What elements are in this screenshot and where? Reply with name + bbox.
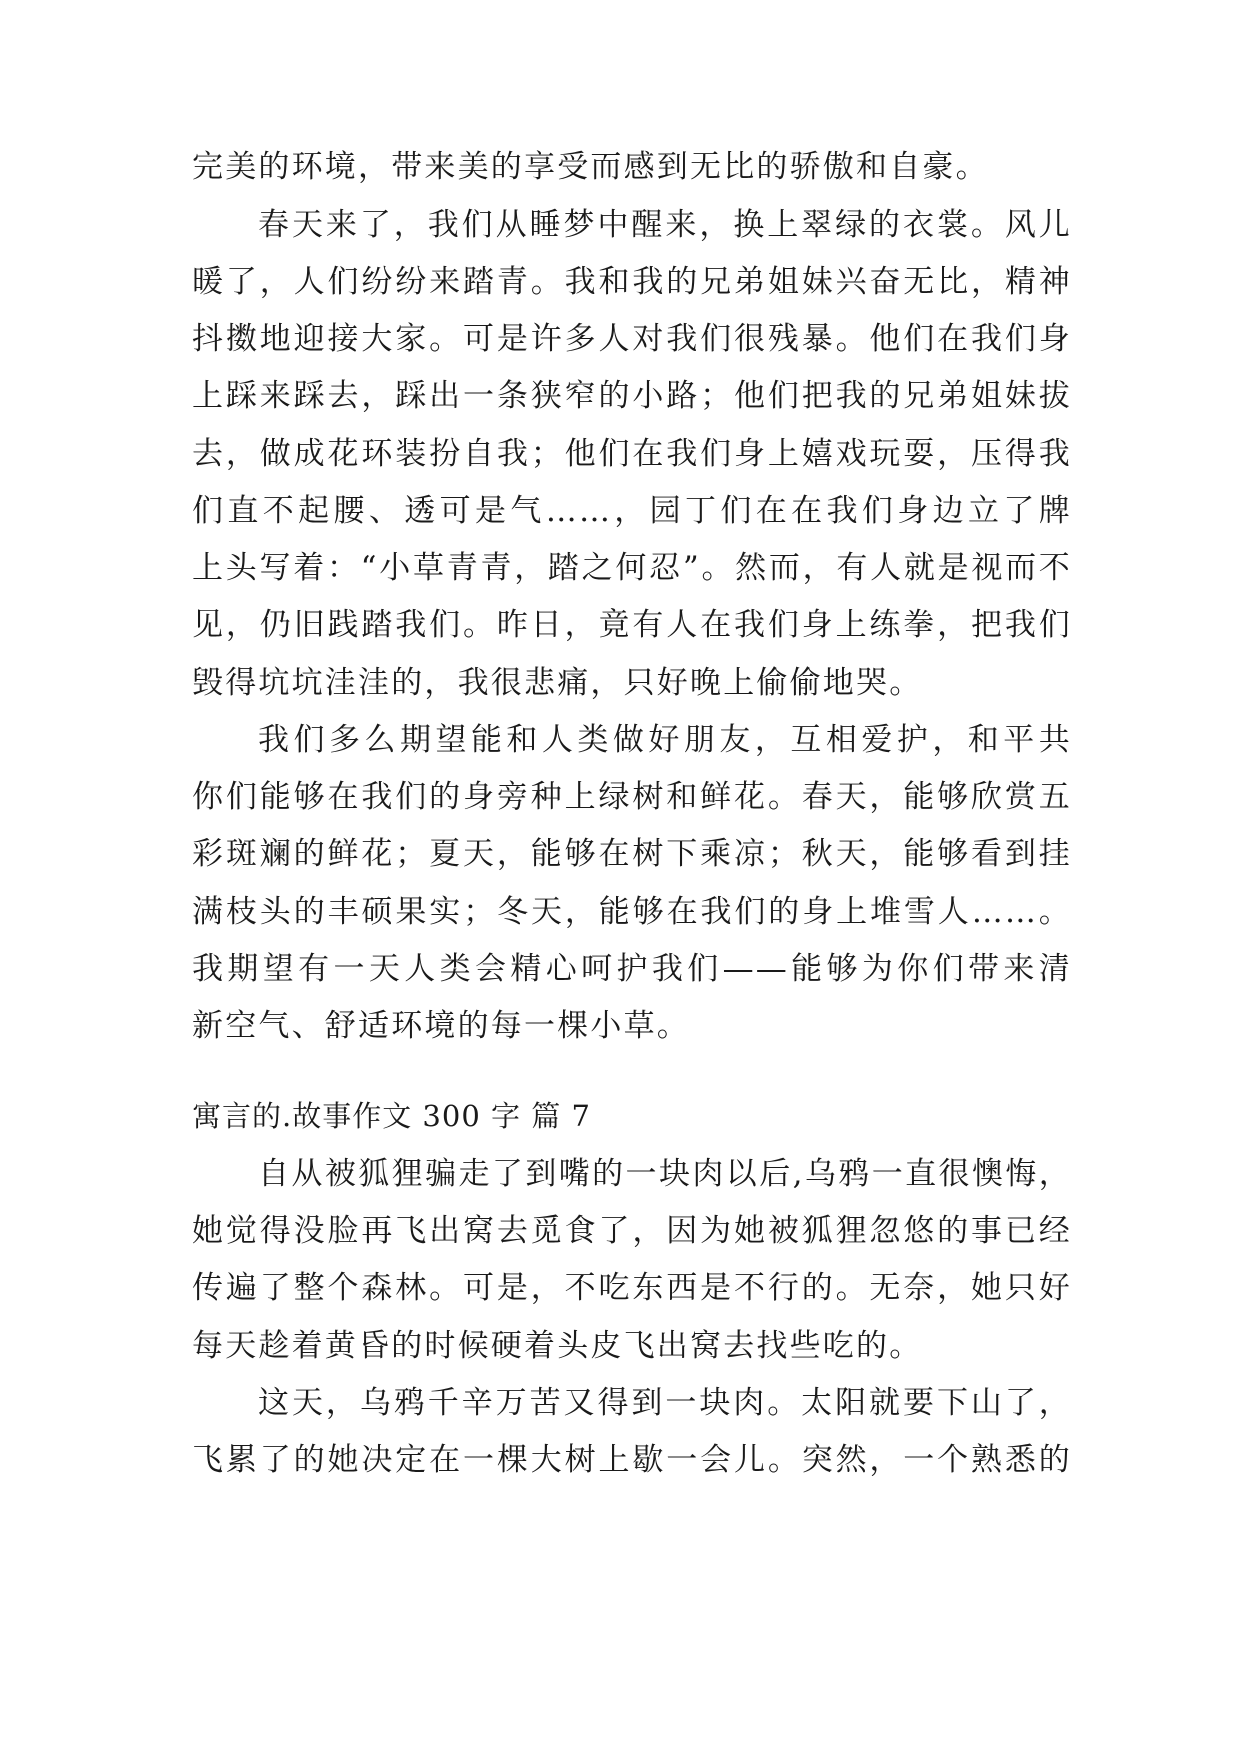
- text-line: 完美的环境，带来美的享受而感到无比的骄傲和自豪。: [192, 149, 989, 185]
- text-line: 她觉得没脸再飞出窝去觅食了，因为她被狐狸忽悠的事已经: [192, 1213, 1072, 1249]
- text-line: 我期望有一天人类会精心呵护我们——能够为你们带来清: [192, 951, 1072, 987]
- text-line: 毁得坑坑洼洼的，我很悲痛，只好晚上偷偷地哭。: [192, 665, 923, 701]
- text-line: 暖了，人们纷纷来踏青。我和我的兄弟姐妹兴奋无比，精神: [192, 264, 1072, 300]
- text-line: 见，仍旧践踏我们。昨日，竟有人在我们身上练拳，把我们: [192, 607, 1072, 643]
- text-line: 抖擞地迎接大家。可是许多人对我们很残暴。他们在我们身: [192, 321, 1072, 357]
- text-line: 春天来了，我们从睡梦中醒来，换上翠绿的衣裳。风儿: [258, 207, 1072, 243]
- text-line: 每天趁着黄昏的时候硬着头皮飞出窝去找些吃的。: [192, 1328, 923, 1364]
- text-line: 们直不起腰、透可是气……，园丁们在在我们身边立了牌: [192, 493, 1072, 529]
- text-line: 上头写着：“小草青青，踏之何忍”。然而，有人就是视而不: [192, 550, 1072, 586]
- text-line: 飞累了的她决定在一棵大树上歇一会儿。突然，一个熟悉的: [192, 1442, 1072, 1478]
- text-line: 彩斑斓的鲜花；夏天，能够在树下乘凉；秋天，能够看到挂: [192, 836, 1072, 872]
- text-line: 去，做成花环装扮自我；他们在我们身上嬉戏玩耍，压得我: [192, 436, 1072, 472]
- text-line: 传遍了整个森林。可是，不吃东西是不行的。无奈，她只好: [192, 1270, 1072, 1306]
- text-line: 新空气、舒适环境的每一棵小草。: [192, 1008, 690, 1044]
- text-line: 上踩来踩去，踩出一条狭窄的小路；他们把我的兄弟姐妹拔: [192, 378, 1072, 414]
- text-line: 你们能够在我们的身旁种上绿树和鲜花。春天，能够欣赏五: [192, 779, 1072, 815]
- text-line: 我们多么期望能和人类做好朋友，互相爱护，和平共: [258, 722, 1072, 758]
- text-line: 这天，乌鸦千辛万苦又得到一块肉。太阳就要下山了，: [258, 1385, 1072, 1421]
- section-heading: 寓言的.故事作文 300 字 篇 7: [192, 1099, 591, 1133]
- text-line: 自从被狐狸骗走了到嘴的一块肉以后,乌鸦一直很懊悔，: [258, 1156, 1072, 1192]
- text-line: 满枝头的丰硕果实；冬天，能够在我们的身上堆雪人……。: [192, 894, 1072, 930]
